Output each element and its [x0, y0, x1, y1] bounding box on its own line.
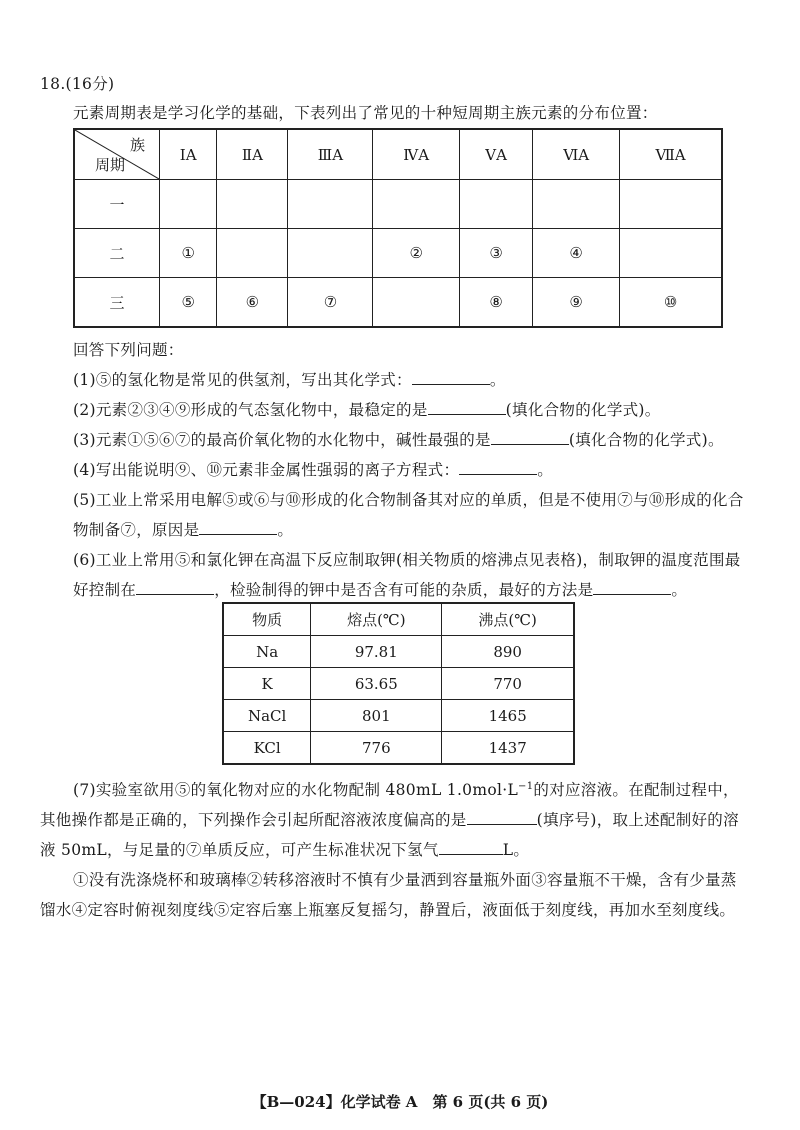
group-header: ⅦA [620, 129, 722, 180]
element-cell [217, 180, 288, 229]
table-cell: NaCl [223, 700, 311, 732]
column-header: 物质 [223, 603, 311, 636]
group-header: ⅢA [288, 129, 373, 180]
table-cell: 770 [442, 668, 574, 700]
element-cell [160, 180, 217, 229]
table-cell: 97.81 [311, 636, 442, 668]
q6-text-b: ，检验制得的钾中是否含有可能的杂质，最好的方法是 [214, 581, 594, 599]
table-cell: 63.65 [311, 668, 442, 700]
element-cell: ⑨ [533, 278, 620, 328]
element-cell: ④ [533, 229, 620, 278]
table-header-row [74, 129, 722, 180]
page-footer: 【B—024】化学试卷 A 第 6 页(共 6 页) [251, 1093, 549, 1111]
question-7-line-2 [40, 808, 739, 830]
group-header: ⅥA [533, 129, 620, 180]
table-cell: KCl [223, 732, 311, 765]
q7-text-e: 液 50mL，与足量的⑦单质反应，可产生标准状况下氢气 [40, 841, 439, 859]
table-cell: 801 [311, 700, 442, 732]
table-cell: 1437 [442, 732, 574, 765]
q7-superscript: −1 [518, 780, 534, 792]
question-7-line-1 [73, 778, 739, 800]
answer-blank[interactable] [459, 459, 537, 475]
element-cell: ② [373, 229, 460, 278]
period-label: 周期 [95, 156, 126, 174]
corner-cell [74, 129, 160, 180]
question-6-line-1: (6)工业上常用⑤和氯化钾在高温下反应制取钾(相关物质的熔沸点见表格)，制取钾的温度范围最 [73, 551, 741, 569]
table-row [223, 668, 574, 700]
q7-text-b: 的对应溶液。在配制过程中， [533, 781, 739, 799]
question-5-line-1: (5)工业上常采用电解⑤或⑥与⑩形成的化合物制备其对应的单质，但是不使用⑦与⑩形成的化合 [73, 491, 744, 509]
table-row [223, 732, 574, 765]
element-cell [217, 229, 288, 278]
group-header: ⅡA [217, 129, 288, 180]
question-number: 18.(16分) [40, 75, 115, 93]
element-cell: ⑩ [620, 278, 722, 328]
question-7-line-3 [40, 838, 529, 860]
question-3 [73, 428, 724, 450]
table-cell: 890 [442, 636, 574, 668]
q2-end: (填化合物的化学式)。 [505, 401, 661, 419]
answer-blank[interactable] [412, 369, 490, 385]
answer-blank[interactable] [428, 399, 506, 415]
answer-prompt: 回答下列问题： [73, 341, 184, 359]
element-cell [533, 180, 620, 229]
element-cell [373, 278, 460, 328]
answer-blank[interactable] [199, 519, 277, 535]
q3-text: (3)元素①⑤⑥⑦的最高价氧化物的水化物中，碱性最强的是 [73, 431, 491, 449]
element-cell: ③ [460, 229, 533, 278]
column-header: 熔点(℃) [311, 603, 442, 636]
periodic-table [73, 128, 723, 328]
q7-end: L。 [502, 841, 530, 859]
group-header: ⅣA [373, 129, 460, 180]
q3-end: (填化合物的化学式)。 [568, 431, 724, 449]
period-cell: 三 [74, 278, 160, 328]
q4-end: 。 [537, 461, 554, 479]
answer-blank[interactable] [439, 839, 503, 855]
table-row [223, 700, 574, 732]
table-cell: 1465 [442, 700, 574, 732]
element-cell [460, 180, 533, 229]
element-cell: ⑥ [217, 278, 288, 328]
element-cell: ⑧ [460, 278, 533, 328]
table-cell: 776 [311, 732, 442, 765]
table-row [74, 278, 722, 328]
table-header-row [223, 603, 574, 636]
answer-blank[interactable] [136, 579, 214, 595]
question-5-line-2 [73, 518, 293, 540]
group-header: ⅠA [160, 129, 217, 180]
answer-blank[interactable] [467, 809, 537, 825]
table-row [74, 180, 722, 229]
group-header: ⅤA [460, 129, 533, 180]
properties-table [222, 602, 575, 765]
element-cell [288, 180, 373, 229]
intro-text: 元素周期表是学习化学的基础，下表列出了常见的十种短周期主族元素的分布位置： [73, 104, 658, 122]
element-cell: ⑤ [160, 278, 217, 328]
table-cell: Na [223, 636, 311, 668]
element-cell [620, 229, 722, 278]
q7-text-c: 其他操作都是正确的，下列操作会引起所配溶液浓度偏高的是 [40, 811, 467, 829]
question-1 [73, 368, 506, 390]
q1-text: (1)⑤的氢化物是常见的供氢剂，写出其化学式： [73, 371, 412, 389]
options-line-2: 馏水④定容时俯视刻度线⑤定容后塞上瓶塞反复摇匀，静置后，液面低于刻度线，再加水至刻度线。 [40, 901, 736, 919]
q7-text-d: (填序号)，取上述配制好的溶 [536, 811, 739, 829]
question-4 [73, 458, 553, 480]
question-2 [73, 398, 661, 420]
column-header: 沸点(℃) [442, 603, 574, 636]
q6-end: 。 [671, 581, 688, 599]
q4-text: (4)写出能说明⑨、⑩元素非金属性强弱的离子方程式： [73, 461, 460, 479]
element-cell [620, 180, 722, 229]
options-line-1: ①没有洗涤烧杯和玻璃棒②转移溶液时不慎有少量洒到容量瓶外面③容量瓶不干燥，含有少量蒸 [73, 871, 737, 889]
q2-text: (2)元素②③④⑨形成的气态氢化物中，最稳定的是 [73, 401, 428, 419]
table-cell: K [223, 668, 311, 700]
element-cell: ① [160, 229, 217, 278]
period-cell: 一 [74, 180, 160, 229]
table-row [74, 229, 722, 278]
period-cell: 二 [74, 229, 160, 278]
element-cell [373, 180, 460, 229]
group-label: 族 [129, 136, 145, 154]
answer-blank[interactable] [593, 579, 671, 595]
element-cell: ⑦ [288, 278, 373, 328]
q5-end: 。 [277, 521, 294, 539]
q5-text: 物制备⑦，原因是 [73, 521, 200, 539]
question-6-line-2 [73, 578, 687, 600]
table-row [223, 636, 574, 668]
q7-text-a: (7)实验室欲用⑤的氧化物对应的水化物配制 480mL 1.0mol·L [73, 781, 519, 799]
element-cell [288, 229, 373, 278]
answer-blank[interactable] [491, 429, 569, 445]
q1-end: 。 [489, 371, 506, 389]
q6-text-a: 好控制在 [73, 581, 137, 599]
